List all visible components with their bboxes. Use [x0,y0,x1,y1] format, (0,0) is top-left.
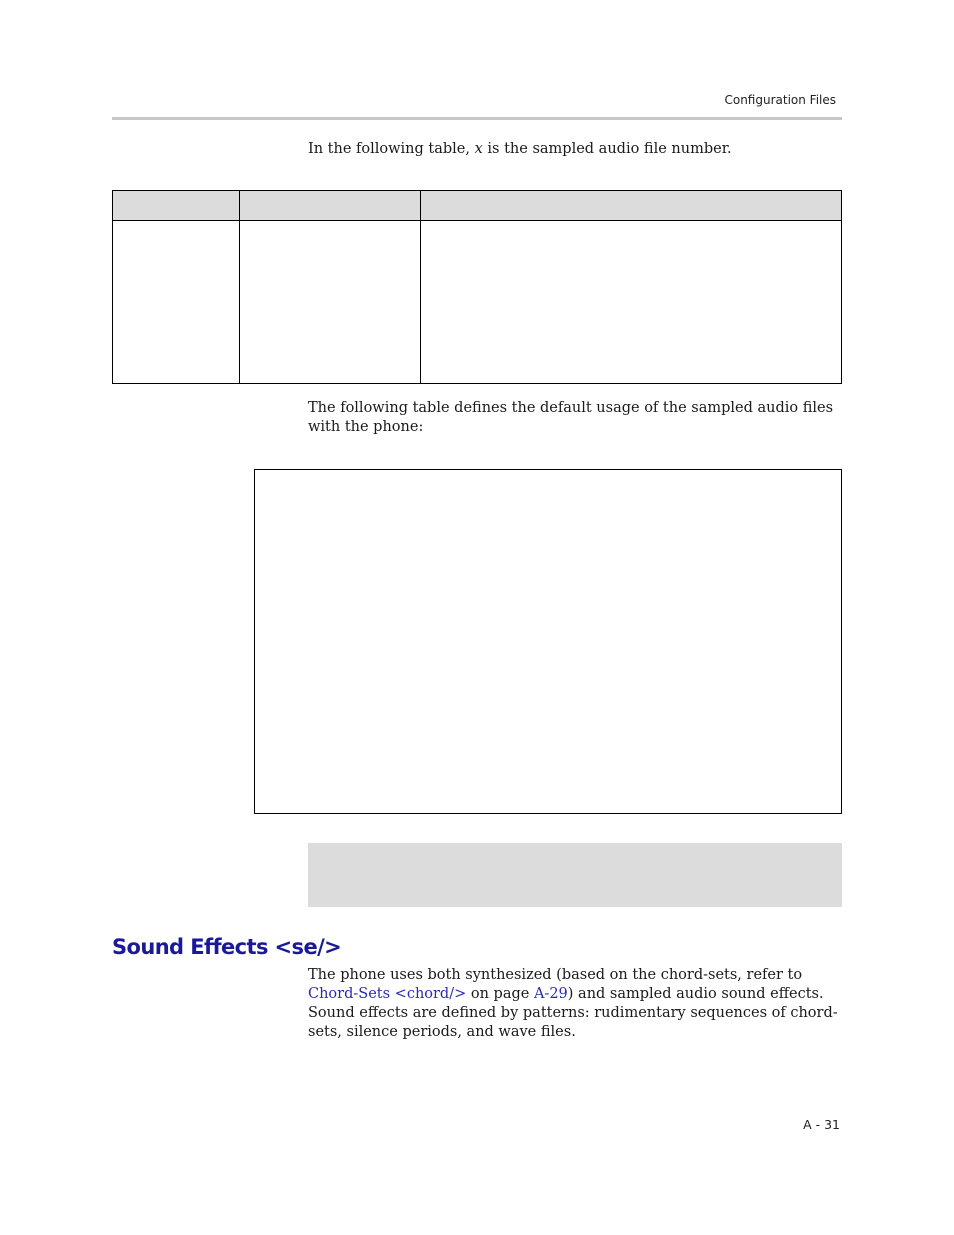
table-header-row [113,191,842,221]
chord-sets-link[interactable]: Chord-Sets <chord/> [308,986,467,1002]
section-heading: Sound Effects <se/> [112,935,342,959]
parameter-table [112,190,842,384]
table-header-cell [113,191,240,221]
body-text: The phone uses both synthesized (based on the chord-sets, refer to [308,967,803,983]
table-row [113,221,842,384]
intro-text-pre: In the following table, [308,141,475,157]
intro-paragraph [308,140,842,159]
table-cell [421,221,842,384]
table-header-cell [240,191,421,221]
table-cell [240,221,421,384]
page-number: A - 31 [803,1117,840,1132]
intro-variable: x [474,141,483,157]
body-text: on page [466,986,534,1002]
sound-effects-paragraph [308,966,842,1042]
table-header-cell [421,191,842,221]
body-text: ) and sampled audio sound effects. Sound effects are defined by patterns: rudimentary sequences of chord-sets, silence periods, and wave files. [308,986,838,1040]
note-box [308,843,842,907]
running-header-title: Configuration Files [724,93,836,107]
intro-text-post: is the sampled audio file number. [482,141,732,157]
header-rule [112,117,842,120]
usage-table-box [254,469,842,814]
page-ref-link[interactable]: A-29 [533,986,568,1002]
table-cell [113,221,240,384]
usage-table-intro: The following table defines the default usage of the sampled audio files with the phone: [308,400,834,435]
